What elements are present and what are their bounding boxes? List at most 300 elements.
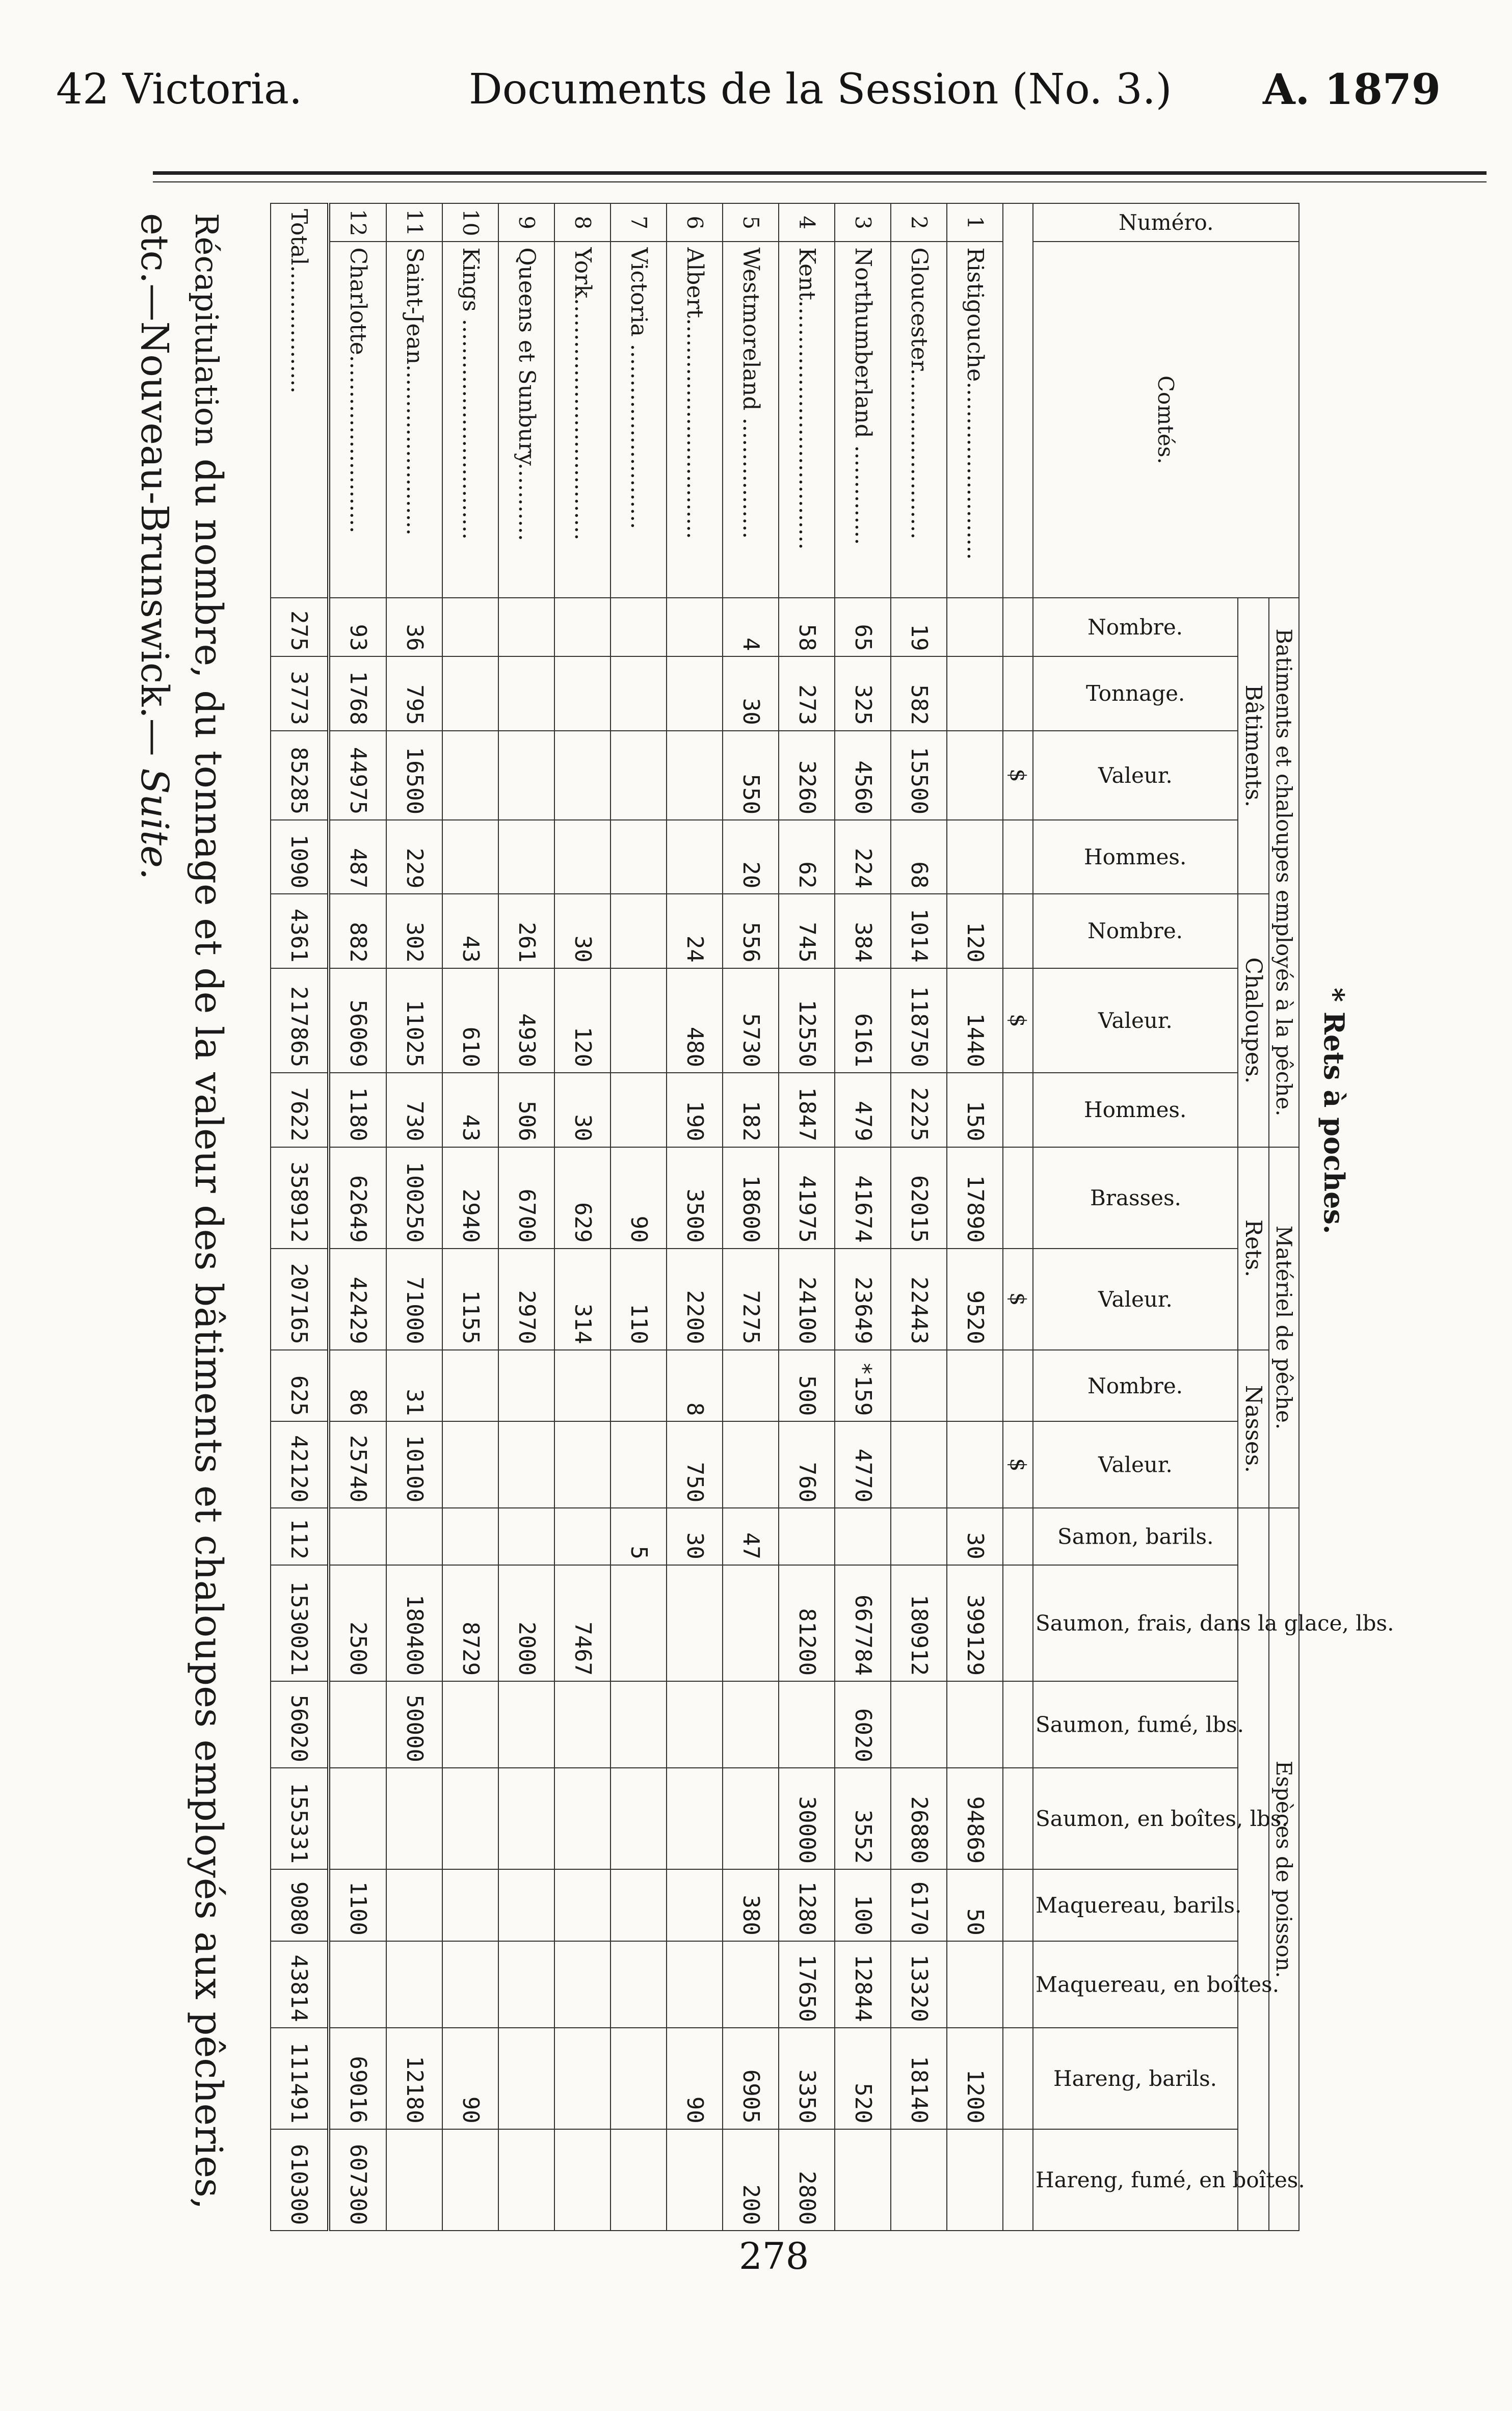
subheader-chaloupes: Chaloupes.	[1238, 894, 1269, 1147]
table-cell	[442, 598, 498, 656]
table-cell: 30	[723, 656, 779, 730]
table-row	[554, 203, 611, 2231]
table-row	[611, 203, 667, 2231]
table-row	[498, 203, 554, 2231]
table-cell: 180912	[891, 1565, 947, 1681]
total-cell: 155331	[271, 1768, 329, 1869]
table-cell	[723, 1941, 779, 2028]
table-cell: 100	[835, 1869, 891, 1941]
table-cell: 23649	[835, 1249, 891, 1350]
table-cell: 200	[723, 2129, 779, 2231]
table-cell: 582	[891, 656, 947, 730]
table-row	[667, 203, 723, 2231]
table-cell	[442, 1421, 498, 1508]
table-cell: 2225	[891, 1073, 947, 1147]
table-cell	[554, 1941, 611, 2028]
table-cell: 2970	[498, 1249, 554, 1350]
table-cell: 81200	[779, 1565, 835, 1681]
table-cell	[779, 1508, 835, 1565]
table-cell: 500	[779, 1350, 835, 1422]
currency-cell	[1003, 2129, 1033, 2231]
table-cell: 314	[554, 1249, 611, 1350]
table-row	[442, 203, 498, 2231]
county-name: Ristigouche.........................	[947, 242, 1003, 598]
table-cell	[723, 1350, 779, 1422]
table-cell	[442, 2129, 498, 2231]
column-label: Tonnage.	[1033, 656, 1238, 730]
table-cell	[554, 731, 611, 820]
table-row	[723, 203, 779, 2231]
table-cell: 30	[554, 894, 611, 968]
table-cell: 506	[498, 1073, 554, 1147]
total-row	[271, 203, 329, 2231]
table-cell	[329, 1768, 387, 1869]
table-cell: 22443	[891, 1249, 947, 1350]
table-cell	[611, 1941, 667, 2028]
table-cell	[442, 1869, 498, 1941]
table-cell: 629	[554, 1147, 611, 1249]
table-cell: 62649	[329, 1147, 387, 1249]
table-cell: 795	[386, 656, 442, 730]
table-body	[271, 203, 1003, 2231]
header-comtes: Comtés.	[1033, 242, 1299, 598]
row-number: 12	[329, 203, 387, 242]
column-label: Maquereau, barils.	[1033, 1869, 1238, 1941]
table-cell	[554, 1681, 611, 1768]
table-cell: 224	[835, 820, 891, 894]
table-cell: 24100	[779, 1249, 835, 1350]
table-cell	[891, 1350, 947, 1422]
table-cell	[723, 1565, 779, 1681]
table-cell: 180400	[386, 1565, 442, 1681]
table-cell	[723, 1421, 779, 1508]
column-label: Brasses.	[1033, 1147, 1238, 1249]
table-cell: 69016	[329, 2028, 387, 2129]
column-label: Samon, barils.	[1033, 1508, 1238, 1565]
table-cell: 19	[891, 598, 947, 656]
row-number: 6	[667, 203, 723, 242]
table-cell	[947, 598, 1003, 656]
table-title	[128, 213, 234, 2231]
row-number: 5	[723, 203, 779, 242]
table-row	[386, 203, 442, 2231]
total-cell: 43814	[271, 1941, 329, 2028]
table-cell	[891, 1508, 947, 1565]
table-cell	[947, 1681, 1003, 1768]
table-cell	[442, 1350, 498, 1422]
table-row	[329, 203, 387, 2231]
table-cell	[554, 656, 611, 730]
table-cell: 65	[835, 598, 891, 656]
table-cell	[947, 1941, 1003, 2028]
table-cell: 12550	[779, 968, 835, 1073]
table-cell: 1200	[947, 2028, 1003, 2129]
table-cell	[611, 894, 667, 968]
currency-cell	[1003, 1565, 1033, 1681]
table-cell: 3260	[779, 731, 835, 820]
table-cell	[498, 731, 554, 820]
table-cell	[442, 1508, 498, 1565]
table-cell: 384	[835, 894, 891, 968]
table-cell	[554, 1350, 611, 1422]
table-cell	[667, 656, 723, 730]
footnote: * Rets à poches.	[1318, 988, 1350, 1234]
table-cell: 26880	[891, 1768, 947, 1869]
table-cell	[442, 820, 498, 894]
header-center: Documents de la Session (No. 3.)	[469, 65, 1172, 114]
county-name: Gloucester........................	[891, 242, 947, 598]
table-cell	[611, 1565, 667, 1681]
county-name: Victoria ..........................	[611, 242, 667, 598]
table-cell: 58	[779, 598, 835, 656]
table-cell: 610	[442, 968, 498, 1073]
table-cell	[835, 2129, 891, 2231]
total-cell: 1090	[271, 820, 329, 894]
currency-blank	[1003, 203, 1033, 598]
table-cell: 399129	[947, 1565, 1003, 1681]
total-cell: 207165	[271, 1249, 329, 1350]
county-name: Albert...............................	[667, 242, 723, 598]
table-cell: 100250	[386, 1147, 442, 1249]
table-cell: *159	[835, 1350, 891, 1422]
column-label: Nombre.	[1033, 598, 1238, 656]
table-cell: 43	[442, 1073, 498, 1147]
column-label: Valeur.	[1033, 968, 1238, 1073]
row-number: 7	[611, 203, 667, 242]
currency-cell	[1003, 598, 1033, 656]
table-cell: 667784	[835, 1565, 891, 1681]
header-left: 42 Victoria.	[56, 65, 303, 114]
table-cell: 50000	[386, 1681, 442, 1768]
table-cell	[386, 1508, 442, 1565]
subheader-batiments: Bâtiments.	[1238, 598, 1269, 894]
column-label: Hareng, fumé, en boîtes.	[1033, 2129, 1238, 2231]
table-cell	[498, 1768, 554, 1869]
table-cell: 273	[779, 656, 835, 730]
table-cell	[611, 1681, 667, 1768]
total-cell: 275	[271, 598, 329, 656]
county-name: Kent...................................	[779, 242, 835, 598]
table-cell	[611, 598, 667, 656]
table-cell: 90	[442, 2028, 498, 2129]
table-cell: 6020	[835, 1681, 891, 1768]
table-row	[891, 203, 947, 2231]
total-cell: 42120	[271, 1421, 329, 1508]
table-cell	[667, 2129, 723, 2231]
table-cell	[835, 1508, 891, 1565]
column-label: Valeur.	[1033, 731, 1238, 820]
currency-cell	[1003, 2028, 1033, 2129]
column-label: Hommes.	[1033, 1073, 1238, 1147]
table-cell: 36	[386, 598, 442, 656]
table-cell	[498, 820, 554, 894]
table-cell: 30	[947, 1508, 1003, 1565]
table-cell: 8	[667, 1350, 723, 1422]
table-cell: 1768	[329, 656, 387, 730]
table-cell	[611, 1073, 667, 1147]
table-cell: 1847	[779, 1073, 835, 1147]
currency-cell	[1003, 1508, 1033, 1565]
table-cell	[442, 656, 498, 730]
table-cell: 3350	[779, 2028, 835, 2129]
row-number: 1	[947, 203, 1003, 242]
header-numero: Numéro.	[1033, 203, 1299, 242]
table-cell	[386, 2129, 442, 2231]
column-label: Hommes.	[1033, 820, 1238, 894]
table-cell	[667, 1768, 723, 1869]
table-cell	[498, 1421, 554, 1508]
table-cell: 18140	[891, 2028, 947, 2129]
table-cell	[947, 656, 1003, 730]
table-cell: 487	[329, 820, 387, 894]
table-row	[779, 203, 835, 2231]
table-cell: 882	[329, 894, 387, 968]
table-cell	[779, 1681, 835, 1768]
title-lead: Récapitulation	[188, 213, 225, 447]
table-cell	[442, 1681, 498, 1768]
table-cell: 730	[386, 1073, 442, 1147]
total-cell: 358912	[271, 1147, 329, 1249]
column-label: Saumon, en boîtes, lbs.	[1033, 1768, 1238, 1869]
currency-cell	[1003, 1768, 1033, 1869]
table-cell: 30000	[779, 1768, 835, 1869]
table-cell: 520	[835, 2028, 891, 2129]
table-cell	[667, 598, 723, 656]
table-cell: 3552	[835, 1768, 891, 1869]
table-cell: 2940	[442, 1147, 498, 1249]
table-cell	[498, 656, 554, 730]
table-cell	[611, 1768, 667, 1869]
table-cell: 93	[329, 598, 387, 656]
table-cell: 86	[329, 1350, 387, 1422]
table-cell: 17650	[779, 1941, 835, 2028]
table-cell: 50	[947, 1869, 1003, 1941]
currency-cell	[1003, 894, 1033, 968]
table-cell	[442, 1941, 498, 2028]
total-cell: 610300	[271, 2129, 329, 2231]
total-cell: 112	[271, 1508, 329, 1565]
county-name: Charlotte.........................	[329, 242, 387, 598]
total-cell: 1530021	[271, 1565, 329, 1681]
table-cell: 11025	[386, 968, 442, 1073]
county-name: Kings ...............................	[442, 242, 498, 598]
top-rule-thin	[153, 181, 1487, 182]
table-cell: 12180	[386, 2028, 442, 2129]
table-cell: 380	[723, 1869, 779, 1941]
table-cell	[891, 1421, 947, 1508]
table-cell	[667, 731, 723, 820]
total-cell: 7622	[271, 1073, 329, 1147]
table-cell: 44975	[329, 731, 387, 820]
table-cell: 62015	[891, 1147, 947, 1249]
header-especes: Espèces de poisson.	[1269, 1508, 1299, 2231]
table-cell: 90	[611, 1147, 667, 1249]
table-cell: 5730	[723, 968, 779, 1073]
table-cell: 750	[667, 1421, 723, 1508]
currency-cell: $	[1003, 731, 1033, 820]
table-cell	[611, 1350, 667, 1422]
header-materiel: Matériel de pêche.	[1269, 1147, 1299, 1508]
table-cell	[329, 1681, 387, 1768]
row-number: 8	[554, 203, 611, 242]
table-cell	[611, 1869, 667, 1941]
table-cell: 1280	[779, 1869, 835, 1941]
table-cell: 2000	[498, 1565, 554, 1681]
table-cell: 325	[835, 656, 891, 730]
table-cell: 7275	[723, 1249, 779, 1350]
table-cell	[554, 1768, 611, 1869]
table-cell: 745	[779, 894, 835, 968]
table-cell	[498, 1508, 554, 1565]
total-cell: 9080	[271, 1869, 329, 1941]
total-cell: 56020	[271, 1681, 329, 1768]
table-cell: 4770	[835, 1421, 891, 1508]
table-cell: 90	[667, 2028, 723, 2129]
table-cell	[498, 2129, 554, 2231]
table-cell: 760	[779, 1421, 835, 1508]
table-cell: 24	[667, 894, 723, 968]
table-cell	[947, 2129, 1003, 2231]
table-cell	[947, 1421, 1003, 1508]
table-cell	[498, 598, 554, 656]
county-name: Westmoreland .................	[723, 242, 779, 598]
currency-cell: $	[1003, 1421, 1033, 1508]
total-cell: 3773	[271, 656, 329, 730]
table-cell	[611, 1421, 667, 1508]
table-cell	[611, 2129, 667, 2231]
table-cell: 30	[554, 1073, 611, 1147]
table-cell: 12844	[835, 1941, 891, 2028]
table-cell	[554, 598, 611, 656]
title-text: du nombre, du tonnage et de la valeur des bâtiments et chaloupes employés aux pêcheries, etc.—Nouveau-Brunswick.—	[132, 213, 230, 2210]
table-cell	[667, 820, 723, 894]
table-cell	[498, 1681, 554, 1768]
table-cell	[723, 1681, 779, 1768]
table-cell: 120	[554, 968, 611, 1073]
table-cell	[554, 1508, 611, 1565]
column-label: Nombre.	[1033, 894, 1238, 968]
table-cell: 6161	[835, 968, 891, 1073]
county-name: Northumberland ..............	[835, 242, 891, 598]
currency-cell	[1003, 1073, 1033, 1147]
table-cell: 56069	[329, 968, 387, 1073]
currency-cell: $	[1003, 1249, 1033, 1350]
table-cell: 13320	[891, 1941, 947, 2028]
table-cell	[611, 968, 667, 1073]
table-cell	[554, 820, 611, 894]
table-cell: 302	[386, 894, 442, 968]
table-cell: 30	[667, 1508, 723, 1565]
table-cell	[667, 1565, 723, 1681]
column-label: Saumon, fumé, lbs.	[1033, 1681, 1238, 1768]
table-cell	[611, 656, 667, 730]
table-cell	[498, 1869, 554, 1941]
total-cell: 217865	[271, 968, 329, 1073]
table-cell: 1100	[329, 1869, 387, 1941]
table-cell: 68	[891, 820, 947, 894]
table-cell	[891, 2129, 947, 2231]
table-cell: 120	[947, 894, 1003, 968]
table-cell	[554, 2129, 611, 2231]
total-cell: 85285	[271, 731, 329, 820]
table-cell: 261	[498, 894, 554, 968]
table-cell: 41674	[835, 1147, 891, 1249]
page-number: 278	[739, 2235, 809, 2277]
table-cell: 5	[611, 1508, 667, 1565]
table-cell	[891, 1681, 947, 1768]
table-cell: 16500	[386, 731, 442, 820]
table-cell	[498, 2028, 554, 2129]
total-cell: 111491	[271, 2028, 329, 2129]
table-cell: 150	[947, 1073, 1003, 1147]
total-cell: 625	[271, 1350, 329, 1422]
table-cell: 182	[723, 1073, 779, 1147]
table-cell: 18600	[723, 1147, 779, 1249]
table-cell: 1014	[891, 894, 947, 968]
table-cell: 4560	[835, 731, 891, 820]
table-cell	[442, 731, 498, 820]
table-cell	[386, 1869, 442, 1941]
table-cell: 71000	[386, 1249, 442, 1350]
table-cell: 43	[442, 894, 498, 968]
table-cell	[498, 1941, 554, 2028]
table-cell: 1180	[329, 1073, 387, 1147]
table-cell: 556	[723, 894, 779, 968]
header-right: A. 1879	[1263, 65, 1441, 114]
table-cell: 1155	[442, 1249, 498, 1350]
table-cell	[442, 1768, 498, 1869]
table-cell: 7467	[554, 1565, 611, 1681]
currency-row	[1003, 203, 1033, 2231]
table-cell: 8729	[442, 1565, 498, 1681]
currency-cell	[1003, 656, 1033, 730]
table-cell	[554, 2028, 611, 2129]
currency-cell	[1003, 1681, 1033, 1768]
table-cell: 31	[386, 1350, 442, 1422]
county-name: Queens et Sunbury...........	[498, 242, 554, 598]
table-cell: 41975	[779, 1147, 835, 1249]
table-cell: 2800	[779, 2129, 835, 2231]
currency-cell: $	[1003, 968, 1033, 1073]
total-label: Total..................	[271, 203, 329, 598]
table-cell	[611, 2028, 667, 2129]
table-cell: 229	[386, 820, 442, 894]
subheader-nasses: Nasses.	[1238, 1350, 1269, 1508]
column-label: Saumon, frais, dans la glace, lbs.	[1033, 1565, 1238, 1681]
table-cell	[667, 1941, 723, 2028]
currency-cell	[1003, 1350, 1033, 1422]
table-cell: 10100	[386, 1421, 442, 1508]
table-cell	[723, 1768, 779, 1869]
county-name: York..................................	[554, 242, 611, 598]
rotated-page	[76, 193, 1493, 2251]
table-cell	[386, 1768, 442, 1869]
row-number: 10	[442, 203, 498, 242]
table-cell: 1440	[947, 968, 1003, 1073]
table-cell: 118750	[891, 968, 947, 1073]
table-cell	[667, 1869, 723, 1941]
row-number: 9	[498, 203, 554, 242]
table-cell: 4930	[498, 968, 554, 1073]
column-label: Nombre.	[1033, 1350, 1238, 1422]
table-cell	[554, 1421, 611, 1508]
table-cell	[386, 1941, 442, 2028]
table-cell: 607300	[329, 2129, 387, 2231]
table-cell	[947, 1350, 1003, 1422]
table-row	[835, 203, 891, 2231]
row-number: 11	[386, 203, 442, 242]
table-cell: 47	[723, 1508, 779, 1565]
